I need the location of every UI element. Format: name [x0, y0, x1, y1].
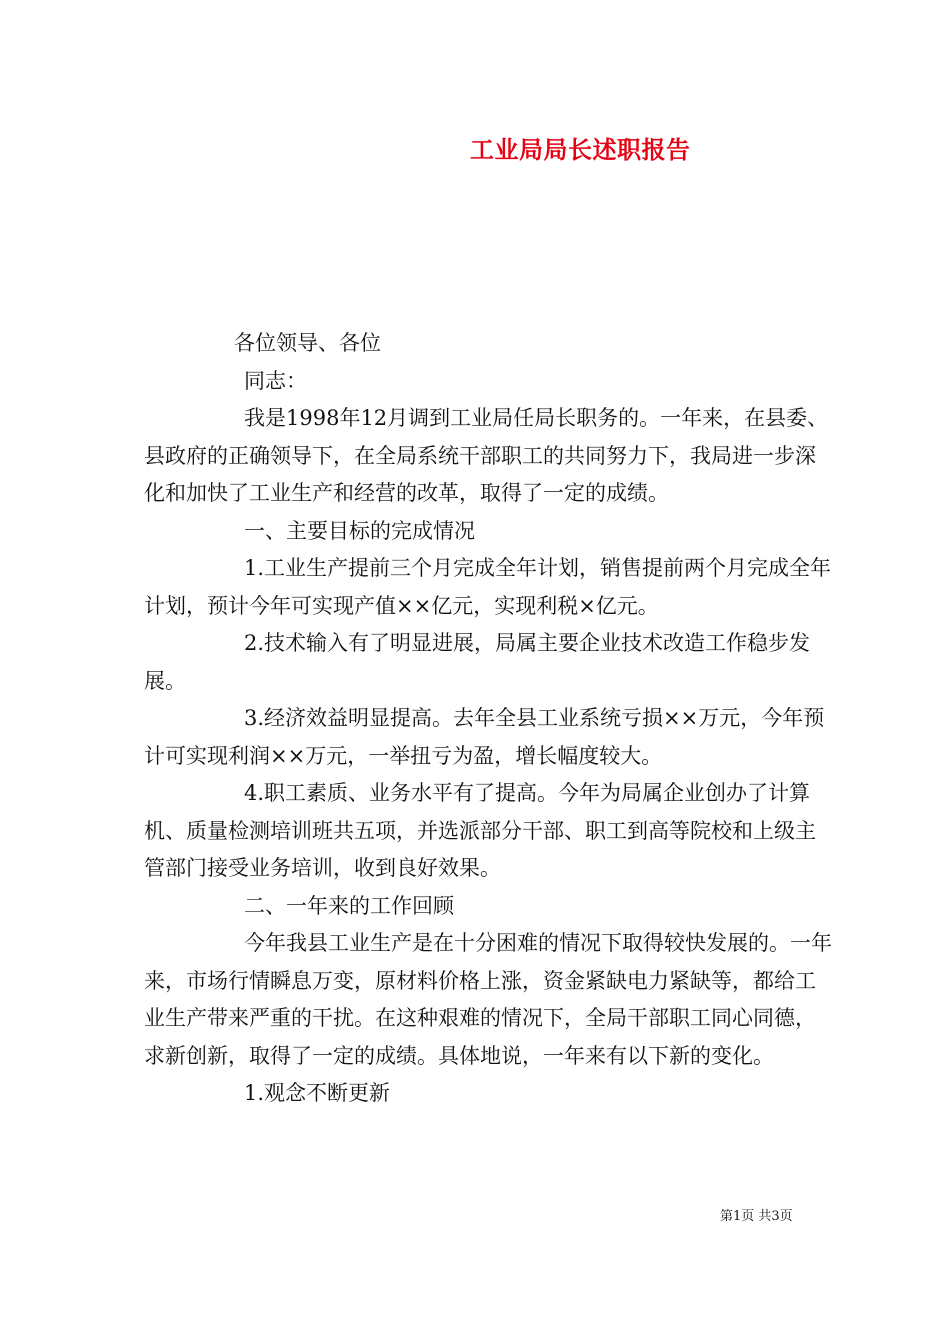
subsection-heading-1: 1.观念不断更新 [244, 1081, 391, 1105]
page-number-footer: 第1页 共3页 [720, 1209, 793, 1224]
document-body [144, 325, 834, 1113]
section-heading-2: 二、一年来的工作回顾 [244, 893, 454, 918]
document-title: 工业局局长述职报告 [470, 135, 691, 164]
list-item-2: 2.技术输入有了明显进展，局属主要企业技术改造工作稳步发展。 [144, 631, 811, 693]
list-item-4: 4.职工素质、业务水平有了提高。今年为局属企业创办了计算机、质量检测培训班共五项，并选派部分干部、职工到高等院校和上级主管部门接受业务培训，收到良好效果。 [144, 781, 816, 880]
intro-paragraph: 我是1998年12月调到工业局任局长职务的。一年来，在县委、县政府的正确领导下，在全局系统干部职工的共同努力下，我局进一步深化和加快了工业生产和经营的改革，取得了一定的成绩。 [144, 406, 829, 505]
salutation-line-2: 同志： [244, 368, 307, 393]
section-heading-1: 一、主要目标的完成情况 [244, 518, 475, 543]
salutation-line-1: 各位领导、各位 [234, 331, 381, 355]
list-item-3: 3.经济效益明显提高。去年全县工业系统亏损××万元，今年预计可实现利润××万元，一举扭亏为盈，增长幅度较大。 [144, 706, 825, 768]
review-paragraph: 今年我县工业生产是在十分困难的情况下取得较快发展的。一年来，市场行情瞬息万变，原材料价格上涨，资金紧缺电力紧缺等，都给工业生产带来严重的干扰。在这种艰难的情况下，全局干部职工同心同德，求新创新，取得了一定的成绩。具体地说，一年来有以下新的变化。 [144, 931, 832, 1068]
list-item-1: 1.工业生产提前三个月完成全年计划，销售提前两个月完成全年计划，预计今年可实现产值××亿元，实现利税×亿元。 [144, 556, 832, 618]
